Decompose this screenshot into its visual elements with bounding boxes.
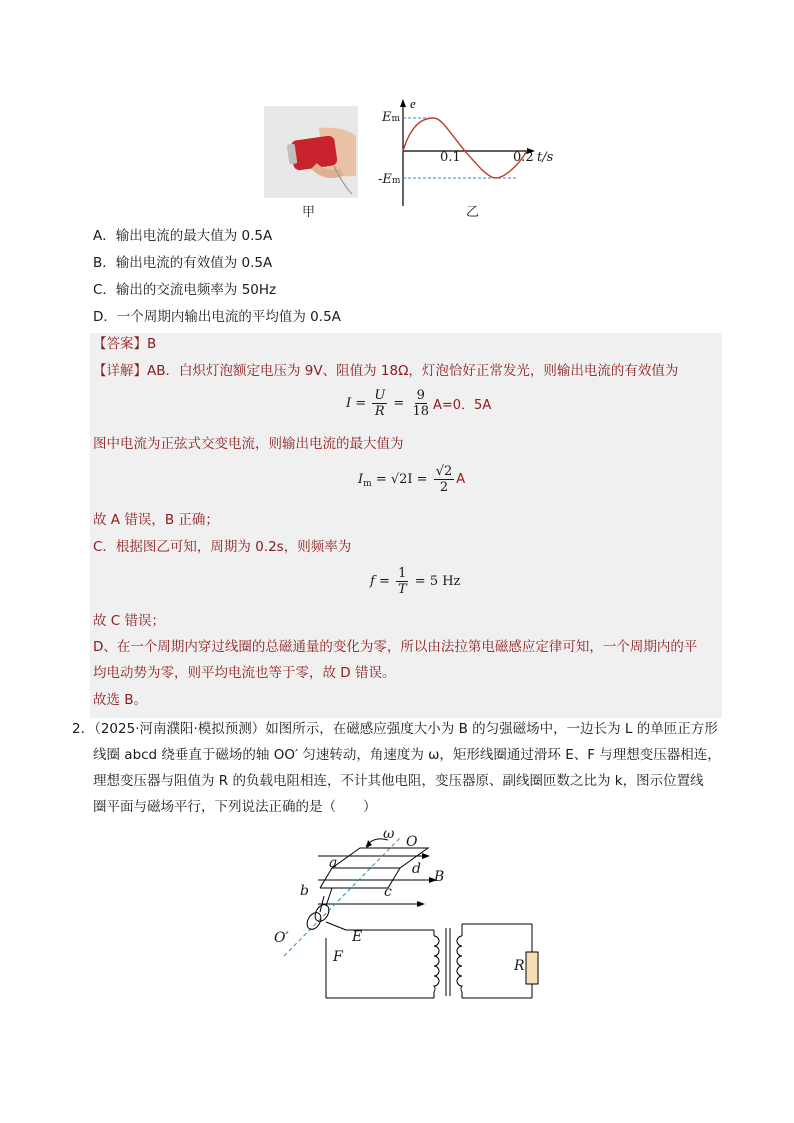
label-R: R <box>514 958 525 974</box>
label-c: c <box>384 884 392 900</box>
tick-0-2: 0.2 <box>513 150 534 165</box>
label-neg-em: -Em <box>378 172 401 187</box>
caption-yi: 乙 <box>466 205 480 220</box>
line-2: 图中电流为正弦式交变电流，则输出电流的最大值为 <box>93 436 404 452</box>
hand-generator-illustration <box>264 106 358 198</box>
line-3: 故 A 错误，B 正确； <box>93 512 219 528</box>
answer-line: 【答案】B <box>93 336 157 352</box>
question2-line3: 理想变压器与阻值为 R 的负载电阻相连，不计其他电阻，变压器原、副线圈匝数之比为 k，图示位置线 <box>93 773 704 789</box>
equation-2: I m = √2I = $\frac{√2}{2}$ A <box>358 464 466 495</box>
label-B: B <box>434 869 445 885</box>
question2-line1: 2．（2025·河南濮阳·模拟预测）如图所示，在磁感应强度大小为 B 的匀强磁场中，一边长为 L 的单匝正方形 <box>72 721 718 737</box>
caption-jia: 甲 <box>302 205 316 220</box>
label-em: Em <box>382 110 401 125</box>
question2-line4: 圈平面与磁场平行，下列说法正确的是（ ） <box>93 799 377 815</box>
line-4: C．根据图乙可知，周期为 0.2s，则频率为 <box>93 539 352 555</box>
label-b: b <box>300 883 309 899</box>
line-6: D、在一个周期内穿过线圈的总磁通量的变化为零，所以由法拉第电磁感应定律可知，一个周期内的平 <box>93 639 698 655</box>
axis-t: t/s <box>537 150 554 165</box>
label-F: F <box>333 949 343 965</box>
question2-line2: 线圈 abcd 绕垂直于磁场的轴 OO′ 匀速转动，角速度为 ω，矩形线圈通过滑环 E、F 与理想变压器相连， <box>93 747 721 763</box>
option-a: A．输出电流的最大值为 0.5A <box>93 228 273 244</box>
label-O: O <box>406 834 418 850</box>
photo-generator <box>264 106 358 198</box>
line-7: 均电动势为零，则平均电流也等于零，故 D 错误。 <box>93 665 396 681</box>
detail-line: 【详解】AB．白炽灯泡额定电压为 9V、阻值为 18Ω，灯泡恰好正常发光，则输出电流的有效值为 <box>93 363 679 379</box>
tick-0-1: 0.1 <box>440 150 461 165</box>
line-5: 故 C 错误； <box>93 613 166 629</box>
label-E: E <box>352 929 363 945</box>
option-d: D．一个周期内输出电流的平均值为 0.5A <box>93 309 341 325</box>
line-8: 故选 B。 <box>93 692 148 708</box>
coil-transformer-diagram <box>270 826 560 1004</box>
equation-3: f = $\frac{1}{T}$ = 5 Hz <box>370 566 461 597</box>
label-d: d <box>412 861 421 877</box>
label-a: a <box>329 855 338 871</box>
option-b: B．输出电流的有效值为 0.5A <box>93 255 273 271</box>
axis-e: e <box>410 96 416 111</box>
option-c: C．输出的交流电频率为 50Hz <box>93 282 277 298</box>
label-O-prime: O′ <box>274 930 289 946</box>
equation-1: I = $\frac{U}{R}$ = $\frac{9}{18}$ A=0．5A <box>346 388 492 419</box>
label-omega: ω <box>383 826 395 842</box>
